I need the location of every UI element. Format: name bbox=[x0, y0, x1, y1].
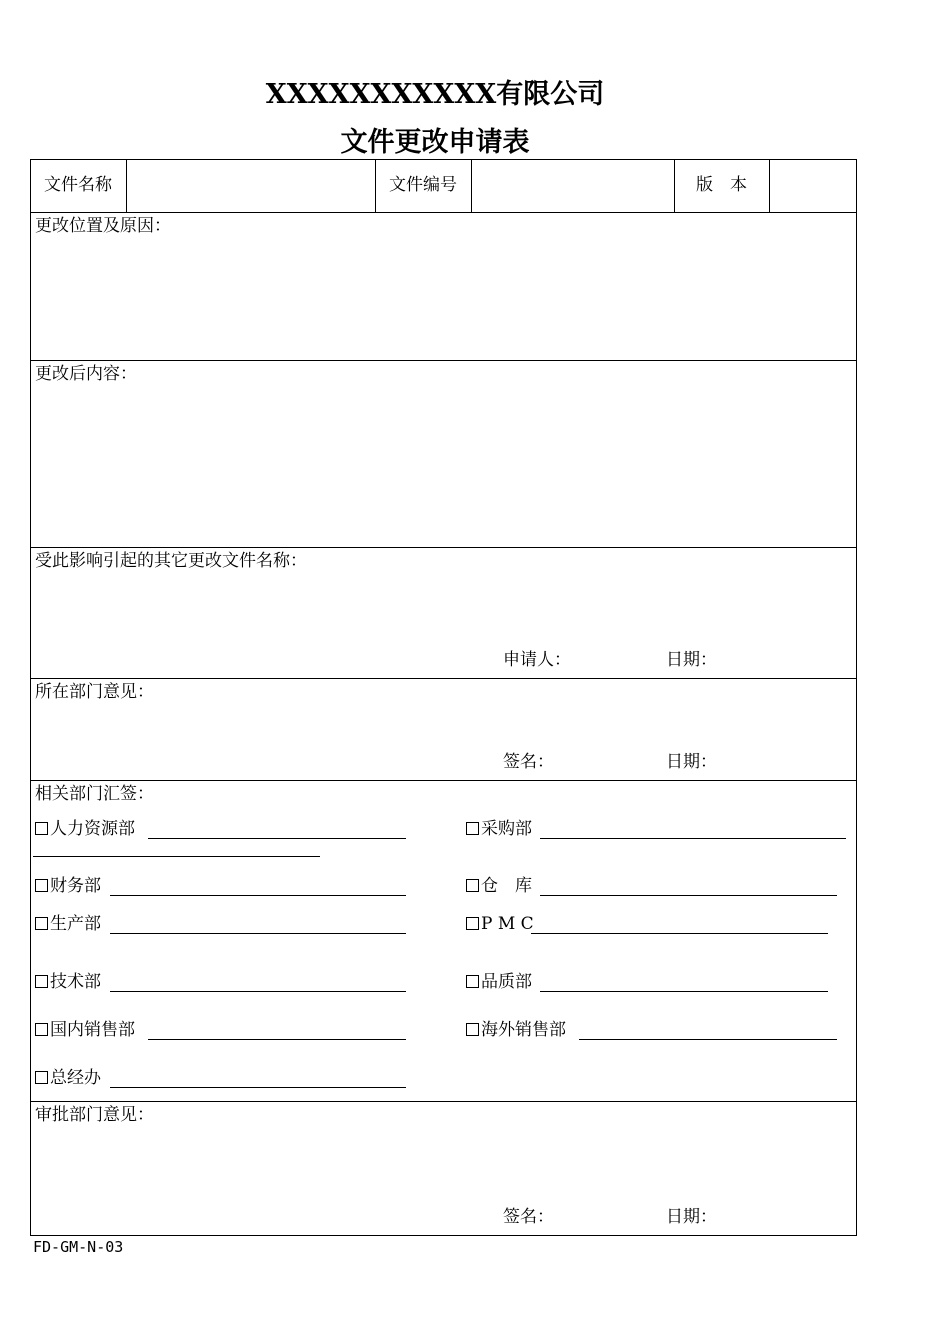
file-number-label: 文件编号 bbox=[389, 175, 457, 195]
checkbox-icon[interactable] bbox=[466, 1023, 479, 1036]
row-divider bbox=[30, 547, 857, 548]
signature-line[interactable] bbox=[33, 856, 320, 857]
form-table bbox=[30, 159, 857, 1236]
dept-hr[interactable]: 人力资源部 bbox=[35, 819, 135, 839]
checkbox-icon[interactable] bbox=[35, 917, 48, 930]
row-divider bbox=[30, 678, 857, 679]
checkbox-icon[interactable] bbox=[35, 975, 48, 988]
signature-line[interactable] bbox=[110, 991, 406, 992]
checkbox-icon[interactable] bbox=[35, 822, 48, 835]
countersign-label: 相关部门汇签： bbox=[35, 784, 154, 804]
dept-opinion-label: 所在部门意见： bbox=[35, 682, 154, 702]
dept-sign-label: 签名： bbox=[503, 752, 554, 772]
signature-line[interactable] bbox=[110, 933, 406, 934]
checkbox-icon[interactable] bbox=[466, 975, 479, 988]
signature-line[interactable] bbox=[579, 1039, 837, 1040]
applicant-date-label: 日期： bbox=[666, 650, 717, 670]
dept-quality[interactable]: 品质部 bbox=[466, 972, 532, 992]
dept-finance[interactable]: 财务部 bbox=[35, 876, 101, 896]
dept-domestic-sales[interactable]: 国内销售部 bbox=[35, 1020, 135, 1040]
checkbox-icon[interactable] bbox=[466, 917, 479, 930]
changed-content-label: 更改后内容： bbox=[35, 364, 137, 384]
dept-warehouse[interactable]: 仓 库 bbox=[466, 876, 532, 896]
version-field[interactable] bbox=[770, 159, 857, 212]
row-divider bbox=[30, 360, 857, 361]
dept-date-label: 日期： bbox=[666, 752, 717, 772]
checkbox-icon[interactable] bbox=[35, 1023, 48, 1036]
row-divider bbox=[30, 780, 857, 781]
signature-line[interactable] bbox=[110, 1087, 406, 1088]
form-code: FD-GM-N-03 bbox=[33, 1238, 124, 1256]
approval-date-label: 日期： bbox=[666, 1207, 717, 1227]
signature-line[interactable] bbox=[531, 933, 828, 934]
dept-purchasing[interactable]: 采购部 bbox=[466, 819, 532, 839]
dept-general-office[interactable]: 总经办 bbox=[35, 1068, 101, 1088]
approval-label: 审批部门意见： bbox=[35, 1105, 154, 1125]
checkbox-icon[interactable] bbox=[35, 1071, 48, 1084]
signature-line[interactable] bbox=[540, 991, 828, 992]
checkbox-icon[interactable] bbox=[466, 879, 479, 892]
company-title: XXXXXXXXXXX有限公司 bbox=[265, 79, 605, 110]
signature-line[interactable] bbox=[540, 895, 837, 896]
signature-line[interactable] bbox=[148, 1039, 406, 1040]
signature-line[interactable] bbox=[540, 838, 846, 839]
change-reason-label: 更改位置及原因： bbox=[35, 216, 171, 236]
dept-production[interactable]: 生产部 bbox=[35, 914, 101, 934]
file-name-field[interactable] bbox=[127, 159, 375, 212]
applicant-label: 申请人： bbox=[503, 650, 571, 670]
file-name-label: 文件名称 bbox=[44, 175, 112, 195]
checkbox-icon[interactable] bbox=[466, 822, 479, 835]
version-label: 版 本 bbox=[696, 175, 747, 195]
dept-overseas-sales[interactable]: 海外销售部 bbox=[466, 1020, 566, 1040]
signature-line[interactable] bbox=[148, 838, 406, 839]
form-title: 文件更改申请表 bbox=[340, 127, 530, 158]
row-divider bbox=[30, 1101, 857, 1102]
file-number-field[interactable] bbox=[472, 159, 674, 212]
checkbox-icon[interactable] bbox=[35, 879, 48, 892]
dept-pmc[interactable]: P M C bbox=[466, 914, 534, 934]
dept-technical[interactable]: 技术部 bbox=[35, 972, 101, 992]
affected-files-label: 受此影响引起的其它更改文件名称： bbox=[35, 551, 307, 571]
signature-line[interactable] bbox=[110, 895, 406, 896]
row-divider bbox=[30, 212, 857, 213]
approval-sign-label: 签名： bbox=[503, 1207, 554, 1227]
